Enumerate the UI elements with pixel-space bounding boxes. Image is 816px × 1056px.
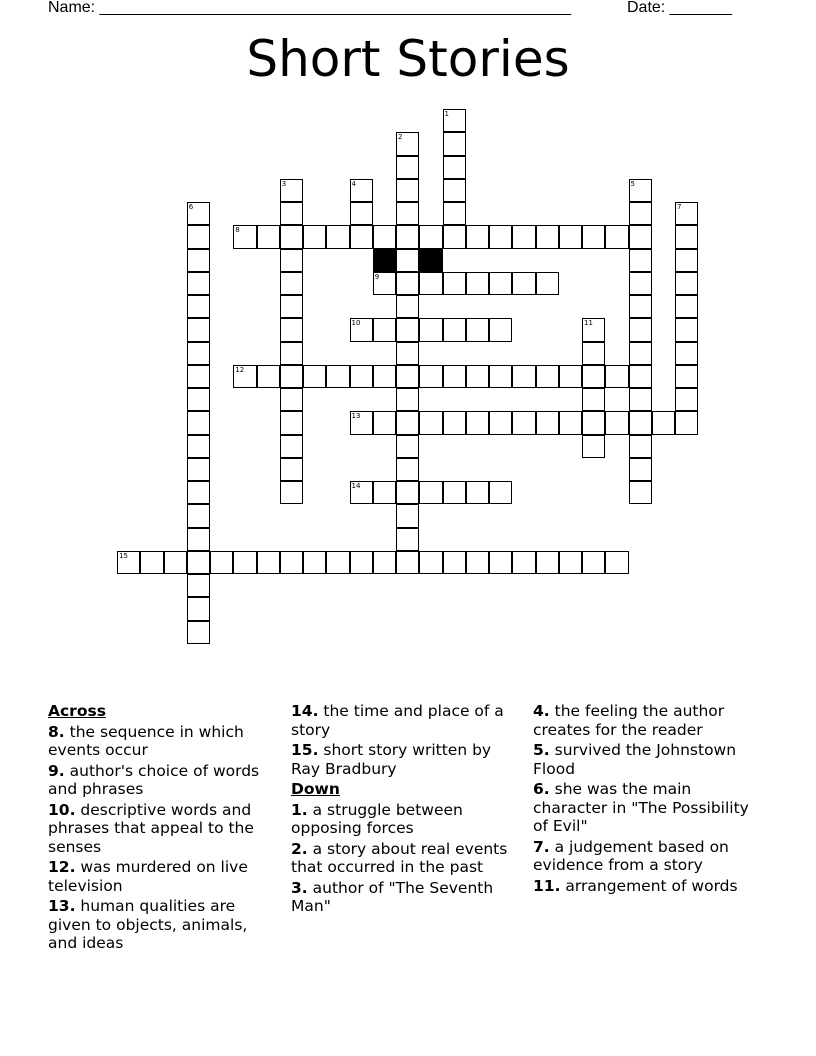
crossword-cell[interactable] [187,458,210,481]
crossword-cell[interactable] [280,179,303,202]
clue-text: was murdered on live television [48,858,248,895]
crossword-cell[interactable] [396,179,419,202]
clue-number: 12. [48,858,76,876]
crossword-cell[interactable] [280,411,303,434]
crossword-cell[interactable] [605,551,628,574]
crossword-cell[interactable] [187,504,210,527]
crossword-cell[interactable] [373,225,396,248]
clue-number-label: 10 [351,319,361,328]
clue-down-1 [291,801,523,838]
crossword-cell[interactable] [326,225,349,248]
crossword-cell[interactable] [582,551,605,574]
crossword-cell[interactable] [443,551,466,574]
clue-number: 11. [533,876,561,895]
crossword-cell[interactable] [512,225,535,248]
crossword-cell[interactable] [466,551,489,574]
crossword-cell[interactable] [419,225,442,248]
crossword-cell[interactable] [675,318,698,341]
crossword-cell[interactable] [210,551,233,574]
crossword-cell[interactable] [582,365,605,388]
crossword-cell[interactable] [652,411,675,434]
crossword-cell[interactable] [117,551,140,574]
clue-down-11 [533,877,765,896]
clue-across-12 [48,858,280,895]
clue-number: 7. [533,837,550,856]
crossword-cell[interactable] [443,411,466,434]
crossword-cell[interactable] [629,318,652,341]
crossword-cell[interactable] [280,551,303,574]
crossword-cell[interactable] [675,272,698,295]
clue-number-label: 4 [351,179,356,188]
clue-down-6 [533,780,765,836]
crossword-cell[interactable] [629,458,652,481]
crossword-cell[interactable] [187,435,210,458]
clue-across-14 [291,702,523,739]
crossword-cell[interactable] [280,481,303,504]
crossword-cell[interactable] [233,365,256,388]
crossword-cell[interactable] [396,458,419,481]
crossword-cell[interactable] [419,272,442,295]
crossword-cell[interactable] [280,435,303,458]
crossword-cell[interactable] [536,225,559,248]
crossword-cell[interactable] [350,225,373,248]
crossword-cell[interactable] [512,272,535,295]
clue-number-label: 11 [584,319,593,328]
black-square [373,249,396,272]
crossword-cell[interactable] [257,551,280,574]
crossword-cell[interactable] [536,551,559,574]
crossword-cell[interactable] [675,249,698,272]
crossword-cell[interactable] [559,365,582,388]
crossword-cell[interactable] [396,249,419,272]
clue-text: the feeling the author creates for the reader [533,702,725,739]
clue-number-label: 14 [351,482,361,490]
clue-number: 13. [48,897,76,915]
crossword-cell[interactable] [466,272,489,295]
clue-number: 4. [533,702,550,720]
crossword-cell[interactable] [373,318,396,341]
clue-across-8 [48,723,280,760]
crossword-cell[interactable] [187,202,210,225]
crossword-cell[interactable] [257,365,280,388]
crossword-cell[interactable] [675,202,698,225]
crossword-cell[interactable] [466,225,489,248]
crossword-cell[interactable] [187,621,210,644]
crossword-cell[interactable] [419,481,442,504]
clue-number-label: 12 [235,365,245,374]
crossword-cell[interactable] [187,249,210,272]
puzzle-title: Short Stories [246,30,570,88]
crossword-cell[interactable] [396,295,419,318]
crossword-cell[interactable] [396,481,419,504]
clue-number-label: 15 [119,551,128,560]
crossword-cell[interactable] [443,132,466,155]
crossword-cell[interactable] [629,272,652,295]
crossword-cell[interactable] [466,365,489,388]
crossword-cell[interactable] [443,179,466,202]
crossword-cell[interactable] [443,225,466,248]
crossword-cell[interactable] [257,225,280,248]
clue-number-label: 9 [374,272,380,281]
crossword-cell[interactable] [419,365,442,388]
crossword-cell[interactable] [280,202,303,225]
crossword-cell[interactable] [629,249,652,272]
clue-text: a story about real events that occurred in the past [291,839,508,876]
clue-number-label: 8 [235,226,240,235]
crossword-cell[interactable] [629,225,652,248]
crossword-cell[interactable] [187,365,210,388]
crossword-cell[interactable] [396,272,419,295]
clue-number: 1. [291,800,308,819]
crossword-cell[interactable] [443,156,466,179]
crossword-cell[interactable] [350,318,373,341]
crossword-cell[interactable] [419,411,442,434]
crossword-cell[interactable] [559,225,582,248]
crossword-cell[interactable] [675,411,698,434]
crossword-cell[interactable] [675,365,698,388]
clue-number-label: 5 [630,179,635,188]
crossword-cell[interactable] [512,365,535,388]
crossword-cell[interactable] [419,318,442,341]
clue-text: descriptive words and phrases that appeal to the senses [48,800,254,856]
crossword-cell[interactable] [443,202,466,225]
crossword-cell[interactable] [303,225,326,248]
crossword-cell[interactable] [396,435,419,458]
crossword-cell[interactable] [396,202,419,225]
clue-text: author of "The Seventh Man" [291,878,494,915]
clue-number-label: 13 [351,412,361,421]
crossword-cell[interactable] [605,225,628,248]
crossword-cell[interactable] [303,551,326,574]
clue-number-label: 3 [281,179,287,188]
clue-text: short story written by Ray Bradbury [291,741,492,778]
crossword-cell[interactable] [187,528,210,551]
crossword-cell[interactable] [605,365,628,388]
crossword-cell[interactable] [629,295,652,318]
crossword-cell[interactable] [233,551,256,574]
clue-number: 5. [533,741,550,759]
crossword-cell[interactable] [512,551,535,574]
crossword-cell[interactable] [350,411,373,434]
crossword-cell[interactable] [187,342,210,365]
crossword-cell[interactable] [605,411,628,434]
crossword-cell[interactable] [326,551,349,574]
crossword-cell[interactable] [536,272,559,295]
crossword-cell[interactable] [187,411,210,434]
crossword-cell[interactable] [373,411,396,434]
crossword-cell[interactable] [443,272,466,295]
clue-across-15 [291,741,523,778]
crossword-cell[interactable] [443,365,466,388]
crossword-cell[interactable] [443,481,466,504]
clue-number: 10. [48,800,76,819]
clue-down-3 [291,879,523,916]
crossword-cell[interactable] [512,411,535,434]
crossword-cell[interactable] [350,481,373,504]
crossword-cell[interactable] [350,365,373,388]
crossword-cell[interactable] [629,179,652,202]
crossword-cell[interactable] [326,365,349,388]
clues-column-2 [291,702,523,918]
crossword-cell[interactable] [489,411,512,434]
clue-text: a struggle between opposing forces [291,800,463,837]
crossword-cell[interactable] [629,388,652,411]
clue-down-5 [533,741,765,778]
date-field-label: Date: _______ [627,0,732,16]
crossword-cell[interactable] [140,551,163,574]
crossword-cell[interactable] [280,295,303,318]
crossword-cell[interactable] [187,388,210,411]
clue-number: 2. [291,839,308,858]
crossword-cell[interactable] [489,272,512,295]
clue-text: author's choice of words and phrases [48,761,260,798]
clues-column-1 [48,702,280,955]
clue-number: 6. [533,780,550,798]
clue-number: 8. [48,722,65,741]
crossword-cell[interactable] [350,179,373,202]
crossword-cell[interactable] [280,272,303,295]
crossword-cell[interactable] [489,551,512,574]
clue-down-4 [533,702,765,739]
clue-across-9 [48,762,280,799]
crossword-cell[interactable] [582,411,605,434]
clues-column-3 [533,702,765,897]
crossword-cell[interactable] [489,225,512,248]
clue-text: arrangement of words [565,876,738,895]
crossword-cell[interactable] [350,551,373,574]
clue-text: she was the main character in "The Possibility of Evil" [533,780,749,835]
crossword-cell[interactable] [396,388,419,411]
crossword-cell[interactable] [233,225,256,248]
crossword-cell[interactable] [396,318,419,341]
crossword-cell[interactable] [443,109,466,132]
crossword-cell[interactable] [466,481,489,504]
crossword-cell[interactable] [396,132,419,155]
crossword-cell[interactable] [489,481,512,504]
crossword-cell[interactable] [675,225,698,248]
clue-down-7 [533,838,765,875]
crossword-cell[interactable] [187,295,210,318]
crossword-cell[interactable] [536,365,559,388]
crossword-cell[interactable] [489,365,512,388]
crossword-cell[interactable] [419,551,442,574]
crossword-cell[interactable] [373,365,396,388]
crossword-cell[interactable] [582,225,605,248]
crossword-cell[interactable] [559,411,582,434]
clue-across-10 [48,801,280,857]
crossword-cell[interactable] [582,388,605,411]
crossword-cell[interactable] [373,551,396,574]
crossword-cell[interactable] [187,272,210,295]
clue-text: the time and place of a story [291,702,504,739]
clue-text: the sequence in which events occur [48,722,244,759]
crossword-cell[interactable] [187,225,210,248]
crossword-cell[interactable] [466,318,489,341]
crossword-cell[interactable] [396,365,419,388]
crossword-cell[interactable] [582,435,605,458]
crossword-cell[interactable] [582,318,605,341]
crossword-cell[interactable] [187,551,210,574]
crossword-cell[interactable] [559,551,582,574]
crossword-cell[interactable] [629,342,652,365]
crossword-cell[interactable] [396,528,419,551]
crossword-cell[interactable] [396,156,419,179]
clue-text: human qualities are given to objects, animals, and ideas [48,897,248,952]
clue-number: 14. [291,702,319,720]
crossword-cell[interactable] [489,318,512,341]
crossword-cell[interactable] [629,435,652,458]
name-field-label: Name: _____________________________________________________ [48,0,572,16]
crossword-cell[interactable] [675,342,698,365]
clue-number-label: 6 [188,203,194,211]
clue-number-label: 2 [398,133,403,142]
clue-text: survived the Johnstown Flood [533,741,737,778]
crossword-cell[interactable] [187,481,210,504]
crossword-cell[interactable] [350,202,373,225]
clue-across-13 [48,897,280,953]
crossword-cell[interactable] [396,411,419,434]
clue-down-2 [291,840,523,877]
clue-number-label: 1 [444,110,449,118]
crossword-cell[interactable] [629,411,652,434]
crossword-cell[interactable] [187,597,210,620]
crossword-cell[interactable] [582,342,605,365]
crossword-cell[interactable] [536,411,559,434]
clue-number: 15. [291,741,319,759]
crossword-cell[interactable] [629,202,652,225]
crossword-cell[interactable] [280,388,303,411]
black-square [419,249,442,272]
clue-number: 3. [291,878,308,897]
crossword-cell[interactable] [280,249,303,272]
crossword-cell[interactable] [280,342,303,365]
crossword-cell[interactable] [443,318,466,341]
crossword-cell[interactable] [396,504,419,527]
crossword-cell[interactable] [280,365,303,388]
crossword-cell[interactable] [373,481,396,504]
clue-text: a judgement based on evidence from a story [533,837,729,874]
crossword-cell[interactable] [396,342,419,365]
crossword-cell[interactable] [466,411,489,434]
crossword-cell[interactable] [675,388,698,411]
crossword-cell[interactable] [629,365,652,388]
crossword-cell[interactable] [396,551,419,574]
crossword-cell[interactable] [164,551,187,574]
crossword-cell[interactable] [303,365,326,388]
down-heading: Down [291,780,340,798]
crossword-cell[interactable] [280,318,303,341]
crossword-cell[interactable] [187,574,210,597]
crossword-cell[interactable] [675,295,698,318]
clue-number: 9. [48,761,65,780]
crossword-cell[interactable] [629,481,652,504]
crossword-cell[interactable] [280,458,303,481]
crossword-cell[interactable] [373,272,396,295]
crossword-cell[interactable] [187,318,210,341]
clue-number-label: 7 [677,203,682,211]
crossword-cell[interactable] [396,225,419,248]
across-heading: Across [48,702,106,720]
crossword-cell[interactable] [280,225,303,248]
